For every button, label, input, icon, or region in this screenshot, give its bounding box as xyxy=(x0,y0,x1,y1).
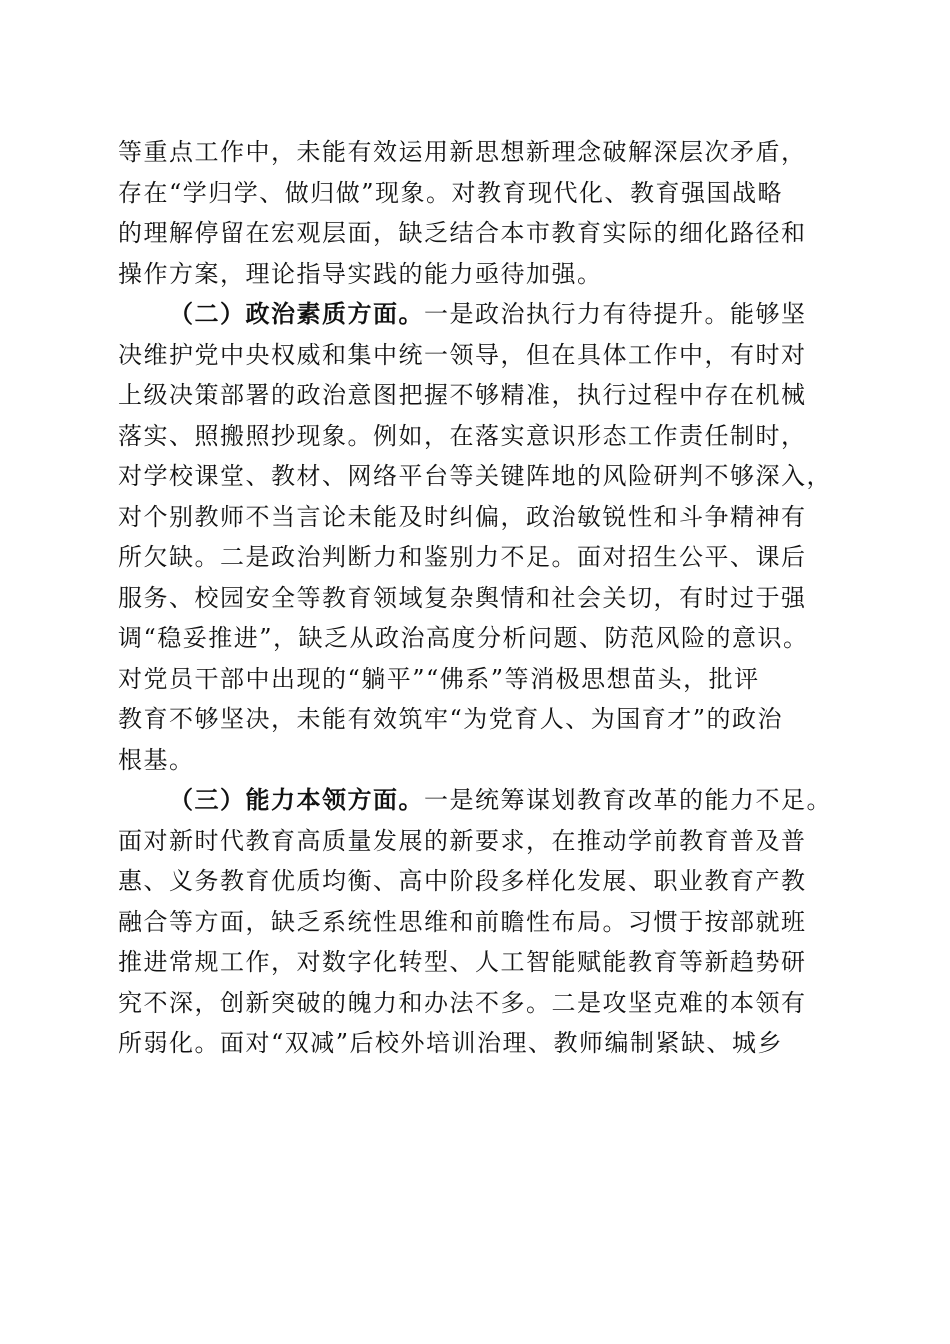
text-run: 一是统筹谋划教育改革的能力不足。 xyxy=(424,786,832,814)
text-line: 落实、照搬照抄现象。例如，在落实意识形态工作责任制时， xyxy=(118,421,807,450)
text-line: 调“稳妥推进”，缺乏从政治高度分析问题、防范风险的意识。 xyxy=(118,624,809,652)
text-line: 面对新时代教育高质量发展的新要求，在推动学前教育普及普 xyxy=(118,826,807,855)
text-line: 服务、校园安全等教育领域复杂舆情和社会关切，有时过于强 xyxy=(118,583,807,612)
text-line: 究不深，创新突破的魄力和办法不多。二是攻坚克难的本领有 xyxy=(118,988,807,1017)
text-line: 所弱化。面对“双减”后校外培训治理、教师编制紧缺、城乡 xyxy=(118,1029,784,1057)
text-line: 等重点工作中，未能有效运用新思想新理念破解深层次矛盾， xyxy=(118,138,807,166)
text-line: 对个别教师不当言论未能及时纠偏，政治敏锐性和斗争精神有 xyxy=(118,502,807,531)
text-line-first xyxy=(118,780,838,821)
section-heading-political-quality: （二）政治素质方面。 xyxy=(169,299,424,328)
text-line: 所欠缺。二是政治判断力和鉴别力不足。面对招生公平、课后 xyxy=(118,543,807,571)
text-line: 教育不够坚决，未能有效筑牢“为党育人、为国育才”的政治 xyxy=(118,705,784,733)
text-line: 惠、义务教育优质均衡、高中阶段多样化发展、职业教育产教 xyxy=(118,867,807,895)
text-line-first xyxy=(118,294,838,335)
paragraph-1 xyxy=(118,132,838,294)
document-page xyxy=(118,132,838,1064)
paragraph-2 xyxy=(118,294,838,780)
text-run: 一是政治执行力有待提升。能够坚 xyxy=(424,300,807,328)
text-line: 推进常规工作，对数字化转型、人工智能赋能教育等新趋势研 xyxy=(118,948,807,976)
text-line: 上级决策部署的政治意图把握不够精准，执行过程中存在机械 xyxy=(118,381,807,409)
text-line: 融合等方面，缺乏系统性思维和前瞻性布局。习惯于按部就班 xyxy=(118,907,807,936)
text-line: 操作方案，理论指导实践的能力亟待加强。 xyxy=(118,259,603,288)
section-heading-capability: （三）能力本领方面。 xyxy=(169,785,424,814)
text-line: 对学校课堂、教材、网络平台等关键阵地的风险研判不够深入， xyxy=(118,462,832,490)
text-line: 存在“学归学、做归做”现象。对教育现代化、教育强国战略 xyxy=(118,178,784,207)
text-line: 根基。 xyxy=(118,745,195,774)
text-line: 的理解停留在宏观层面，缺乏结合本市教育实际的细化路径和 xyxy=(118,219,807,247)
text-line: 对党员干部中出现的“躺平”“佛系”等消极思想苗头，批评 xyxy=(118,664,760,693)
paragraph-3 xyxy=(118,780,838,1064)
text-line: 决维护党中央权威和集中统一领导，但在具体工作中，有时对 xyxy=(118,340,807,369)
